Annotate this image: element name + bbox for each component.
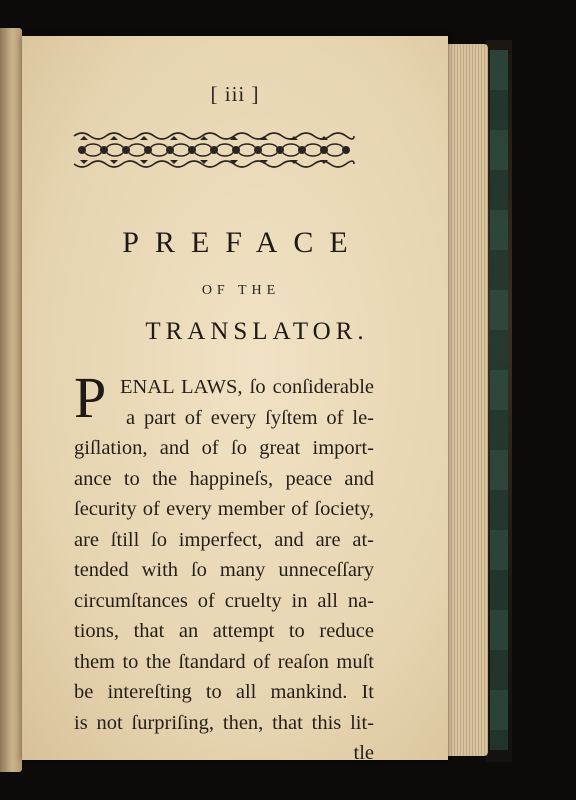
- body-text: [74, 365, 374, 769]
- cover-spine-strip: [490, 50, 508, 750]
- body-line: ſecurity of every member of ſociety,: [74, 498, 374, 520]
- drop-cap: P: [74, 365, 107, 430]
- page-stack-edge: [446, 44, 488, 756]
- body-line: tended with ſo many unneceſſary: [74, 559, 374, 581]
- body-line: tions, that an attempt to reduce: [74, 620, 374, 642]
- translator-title: TRANSLATOR.: [145, 318, 369, 345]
- body-line: a part of every ſyſtem of le-: [126, 406, 374, 429]
- book-page: [22, 36, 448, 764]
- body-line: ance to the happineſs, peace and: [74, 467, 374, 490]
- body-line: circumſtances of cruelty in all na-: [74, 589, 374, 612]
- body-line: ENAL LAWS, ſo conſiderable: [120, 376, 374, 398]
- body-line: giſlation, and of ſo great import-: [74, 437, 374, 459]
- floral-ornament-icon: [70, 128, 356, 172]
- body-line-catchword: tle: [353, 742, 374, 764]
- preface-subtitle: OF THE: [201, 283, 281, 298]
- body-line: are ſtill ſo imperfect, and are at-: [74, 528, 374, 551]
- body-line: them to the ſtandard of reaſon muſt: [74, 650, 374, 673]
- body-line: be intereſting to all mankind. It: [74, 681, 374, 703]
- left-page-edge: [0, 28, 22, 772]
- preface-title: PREFACE: [122, 226, 364, 259]
- body-line: is not ſurpriſing, then, that this lit-: [74, 711, 374, 734]
- page-number: [ iii ]: [210, 82, 260, 106]
